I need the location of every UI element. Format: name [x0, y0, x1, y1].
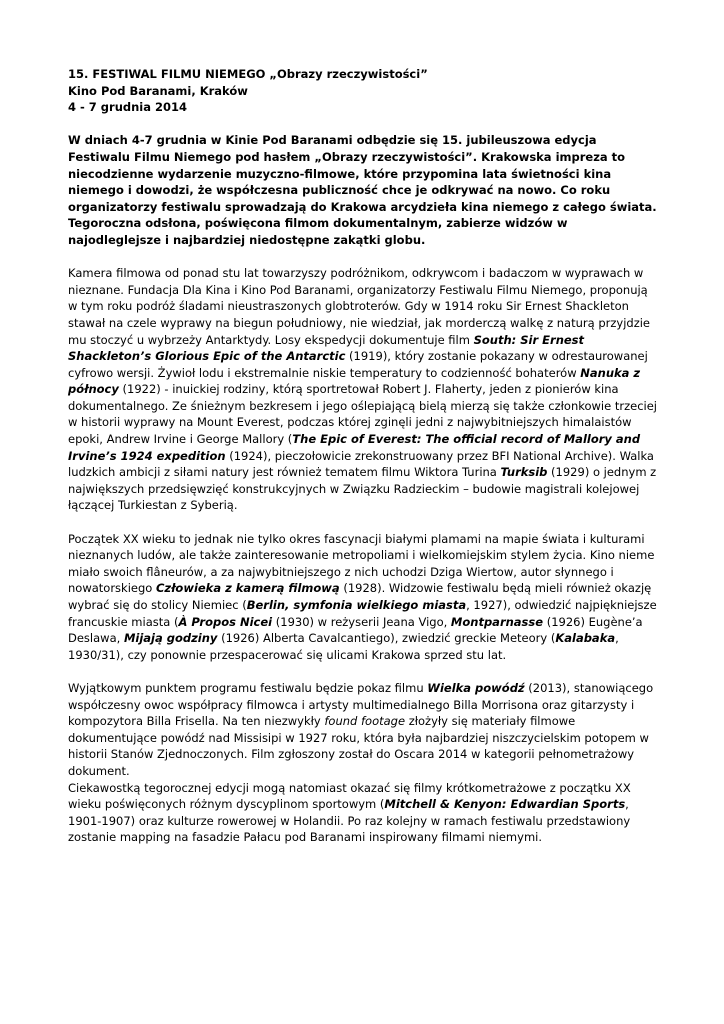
text-run: , 1901-1907) oraz kulturze rowerowej w Holandii. Po raz kolejny w ramach festiwalu przedstawiony zostanie mapping na fasadzie Pałacu pod Baranami inspirowany filmami niemymi. [68, 797, 631, 845]
document-header [68, 66, 660, 116]
text-run: Ciekawostką tegorocznej edycji mogą natomiast okazać się filmy krótkometrażowe z początku XX wieku poświęconych różnym dyscyplinom sportowym ( [68, 780, 631, 812]
text-run: Człowieka z kamerą filmową [155, 581, 340, 596]
text-run: Turksib [500, 465, 548, 480]
text-run: Początek XX wieku to jednak nie tylko okres fascynacji białymi plamami na mapie świata i kulturami nieznanych ludów, ale także zainteresowanie metropoliami i wielkomiejskim stylem życia. Kino nieme miało swoich flâneurów, a za najwybitniejszego z nich uchodzi Dziga Wiertow, autor słynnego i nowatorskiego [68, 531, 655, 596]
text-run: Nanuka z północy [68, 365, 641, 397]
text-run: À Propos Nicei [178, 614, 273, 629]
document-dates: 4 - 7 grudnia 2014 [68, 100, 188, 115]
text-run: złożyły się materiały filmowe dokumentujące powódź nad Missisipi w 1927 roku, która była najbardziej niszczycielskim potopem w historii Stanów Zjednoczonych. Film zgłoszony został do Oscara 2014 w kategorii pełnometrażowy dokument. [68, 714, 649, 778]
text-run: , 1930/31), czy ponownie przespacerować się ulicami Krakowa sprzed stu lat. [68, 631, 619, 662]
text-run: (2013), stanowiącego współczesny owoc współpracy filmowca i artysty multimedialnego Billa Morrisona oraz gitarzysty i kompozytora Billa Frisella. Na ten niezwykły [68, 680, 654, 729]
text-run: Kamera filmowa od ponad stu lat towarzyszy podróżnikom, odkrywcom i badaczom w wyprawach w nieznane. Fundacja Dla Kina i Kino Pod Baranami, organizatorzy Festiwalu Filmu Niemego, proponują w tym roku podróż śladami nieustraszonych globtroterów. Gdy w 1914 roku Sir Ernest Shackleton stawał na czele wyprawy na biegun południowy, nie wiedział, jak morderczą walkę z naturą przyjdzie mu stoczyć u wybrzeży Antarktydy. Losy ekspedycji dokumentuje film [68, 266, 651, 347]
paragraph [68, 780, 660, 846]
text-run: (1929) o jednym z największych przedsięwzięć konstrukcyjnych w Związku Radzieckim – budowie magistrali kolejowej łączącej Turkiestan z Syberią. [68, 465, 657, 513]
text-run: Mitchell & Kenyon: Edwardian Sports [384, 797, 626, 812]
document-title: 15. FESTIWAL FILMU NIEMEGO „Obrazy rzeczywistości” [68, 67, 428, 81]
paragraph [68, 265, 660, 514]
document-body [68, 132, 660, 846]
text-run: Wyjątkowym punktem programu festiwalu będzie pokaz filmu [68, 680, 428, 695]
text-run: (1922) - inuickiej rodziny, którą sportretował Robert J. Flaherty, jeden z pionierów kina dokumentalnego. Ze śnieżnym bezkresem i jego oślepiającą bielą mierzą się także członkowie trzeciej w historii wyprawy na Mount Everest, podczas której zginęli jedni z najwybitniejszych himalaistów epoki, Andrew Irvine i George Mallory ( [68, 382, 657, 447]
text-run: W dniach 4-7 grudnia w Kinie Pod Baranami odbędzie się 15. jubileuszowa edycja Festiwalu Filmu Niemego pod hasłem „Obrazy rzeczywistości”. Krakowska impreza to niecodzienne wydarzenie muzyczno-filmowe, które przypomina lata świetności kina niemego i dowodzi, że współczesna publiczność chce je odkrywać na nowo. Co roku organizatorzy festiwalu sprowadzają do Krakowa arcydzieła kina niemego z całego świata. Tegoroczna odsłona, poświęcona filmom dokumentalnym, zabierze widzów w najodleglejsze i najbardziej niedostępne zakątki globu. [68, 133, 657, 247]
text-run: (1930) w reżyserii Jeana Vigo, [272, 614, 451, 629]
text-run: (1919), który zostanie pokazany w odrestaurowanej cyfrowo wersji. Żywioł lodu i ekstremalnie niskie temperatury to codzienność bohaterów [68, 349, 648, 380]
text-run: Mijają godziny [123, 631, 218, 646]
text-run: The Epic of Everest: The official record of Mallory and Irvine’s 1924 expedition [68, 432, 641, 463]
text-run: South: Sir Ernest Shackleton’s Glorious Epic of the Antarctic [68, 332, 585, 364]
text-run: Berlin, symfonia wielkiego miasta [246, 598, 467, 612]
text-run: (1928). Widzowie festiwalu będą mieli również okazję wybrać się do stolicy Niemiec ( [68, 581, 652, 612]
text-run: Wielka powódź [427, 680, 525, 695]
text-run: Montparnasse [450, 614, 544, 629]
text-run: (1926) Eugène’a Deslawa, [68, 614, 643, 646]
document-venue: Kino Pod Baranami, Kraków [68, 83, 248, 98]
text-run: (1924), pieczołowicie zrekonstruowany przez BFI National Archive). Walka ludzkich ambicji z siłami natury jest również tematem filmu Wiktora Turina [68, 448, 654, 480]
text-run: found footage [324, 714, 406, 729]
paragraph [68, 132, 660, 248]
text-run: Kalabaka [555, 631, 616, 646]
paragraph [68, 680, 660, 780]
paragraph [68, 531, 660, 664]
text-run: , 1927), odwiedzić najpiękniejsze francuskie miasta ( [68, 598, 657, 629]
text-run: (1926) Alberta Cavalcantiego), zwiedzić greckie Meteory ( [217, 631, 556, 646]
